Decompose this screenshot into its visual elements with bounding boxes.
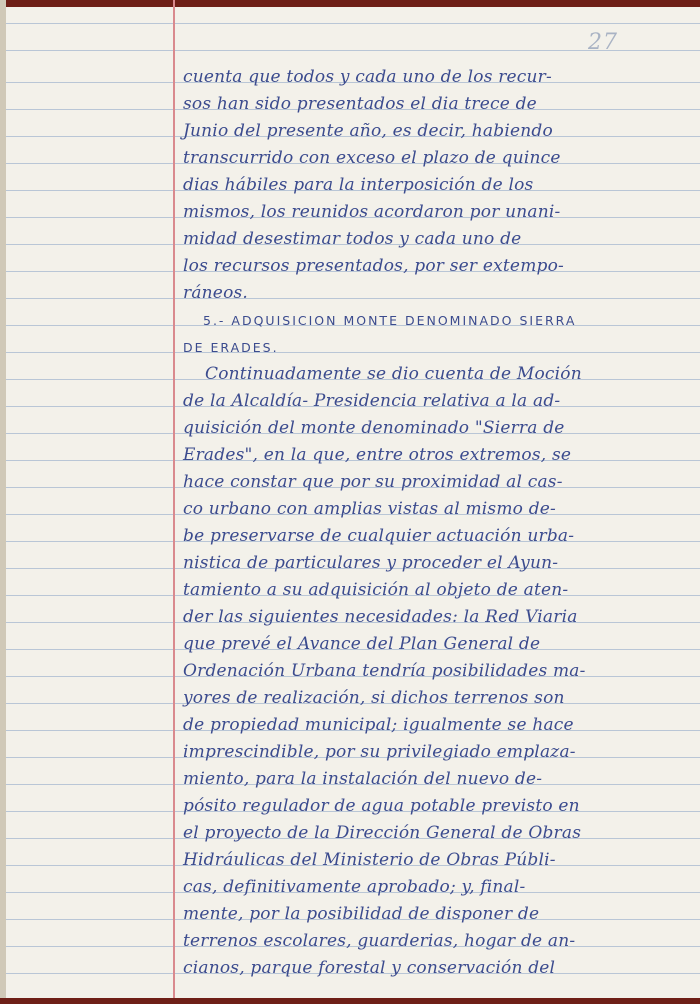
left-page-edge (0, 0, 6, 1004)
text-line: sos han sido presentados el dia trece de (183, 94, 537, 114)
text-line: nistica de particulares y proceder el Ayun- (183, 553, 559, 573)
text-line: transcurrido con exceso el plazo de quince (183, 148, 561, 168)
text-line: der las siguientes necesidades: la Red Viaria (183, 607, 578, 627)
text-line: be preservarse de cualquier actuación urba- (183, 526, 575, 546)
bottom-binding-strip (0, 998, 700, 1004)
text-line: cianos, parque forestal y conservación del (183, 958, 556, 978)
text-line: mente, por la posibilidad de disponer de (183, 904, 540, 924)
text-line: de la Alcaldía- Presidencia relativa a la ad- (183, 391, 561, 411)
text-line: que prevé el Avance del Plan General de (183, 634, 541, 654)
text-line: Continuadamente se dio cuenta de Moción (205, 364, 582, 384)
text-line: dias hábiles para la interposición de los (183, 175, 534, 195)
text-line: Ordenación Urbana tendría posibilidades ma- (183, 661, 586, 681)
text-line: cas, definitivamente aprobado; y, final- (183, 877, 526, 897)
text-line: quisición del monte denominado "Sierra de (183, 418, 565, 438)
page-number: 27 (588, 30, 618, 55)
text-line: los recursos presentados, por ser extempo- (183, 256, 564, 276)
text-line: pósito regulador de agua potable previsto en (183, 796, 580, 816)
top-binding-strip (0, 0, 700, 7)
text-line: Hidráulicas del Ministerio de Obras Públi- (183, 850, 556, 870)
text-line: ráneos. (183, 283, 249, 303)
text-line: yores de realización, si dichos terrenos son (183, 688, 565, 708)
text-line: terrenos escolares, guarderias, hogar de an- (183, 931, 576, 951)
text-line: Junio del presente año, es decir, habiendo (183, 121, 553, 141)
text-line: midad desestimar todos y cada uno de (183, 229, 522, 249)
text-line: mismos, los reunidos acordaron por unani- (183, 202, 561, 222)
text-line: de propiedad municipal; igualmente se hace (183, 715, 574, 735)
text-line: miento, para la instalación del nuevo de- (183, 769, 543, 789)
margin-line (173, 0, 175, 1004)
text-line: hace constar que por su proximidad al cas- (183, 472, 563, 492)
text-line: imprescindible, por su privilegiado emplaza- (183, 742, 576, 762)
text-line: tamiento a su adquisición al objeto de aten- (183, 580, 569, 600)
text-line: DE ERADES. (183, 340, 279, 355)
text-line: el proyecto de la Dirección General de Obras (183, 823, 582, 843)
handwritten-text-body (183, 64, 683, 982)
text-line: 5.- ADQUISICION MONTE DENOMINADO SIERRA (203, 313, 577, 328)
text-line: co urbano con amplias vistas al mismo de- (183, 499, 556, 519)
text-line: Erades", en la que, entre otros extremos, se (183, 445, 572, 465)
text-line: cuenta que todos y cada uno de los recur- (183, 67, 552, 87)
